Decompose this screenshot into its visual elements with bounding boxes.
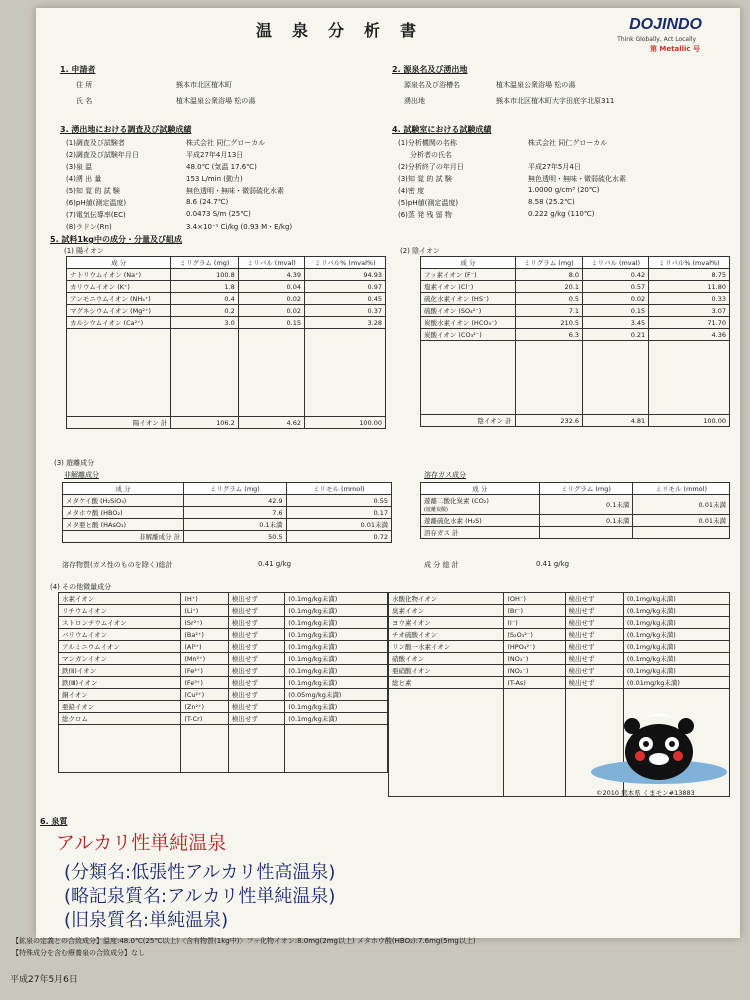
s3-value: 株式会社 同仁グローカル (186, 139, 266, 147)
gas-mg: 0.1未満 (539, 495, 633, 515)
anion-mval: 3.45 (583, 317, 649, 329)
cation-formula: (NH₄⁺) (129, 295, 151, 303)
trace-name: 亜硝酸イオン (389, 665, 504, 677)
table-row (59, 593, 388, 605)
trace-formula: (Li⁺) (181, 605, 229, 617)
undiss-total-mg: 50.5 (184, 531, 286, 543)
classification-name: (分類名:低張性アルカリ性高温泉) (64, 862, 336, 883)
anion-formula: (CO₃²⁻) (458, 331, 482, 339)
gas-name: 遊離二酸化炭素 (424, 497, 470, 505)
anion-formula: (HS⁻) (471, 295, 489, 303)
section-6-heading: 6. 泉質 (40, 817, 68, 826)
analysis-sheet (36, 8, 740, 938)
section-5-heading: 5. 試料1kg中の成分・分量及び組成 (50, 235, 183, 244)
trace-result: 検出せず (565, 629, 623, 641)
col-mval: ミリバル (mval) (583, 257, 649, 269)
cation-mg: 1.8 (171, 281, 238, 293)
trace-limit: (0.1mg/kg未満) (285, 617, 388, 629)
cation-pct: 94.93 (305, 269, 386, 281)
trace-result: 検出せず (565, 653, 623, 665)
s3-value: 8.6 (24.7℃) (186, 198, 229, 206)
undiss-total-row (63, 531, 392, 543)
trace-limit: (0.1mg/kg未満) (623, 653, 729, 665)
anion-mval: 0.57 (583, 281, 649, 293)
trace-name: 銅イオン (59, 689, 181, 701)
trace-result: 検出せず (228, 713, 284, 725)
col-mg: ミリグラム (mg) (171, 257, 238, 269)
cation-mg: 0.4 (171, 293, 238, 305)
table-row (63, 519, 392, 531)
anion-pct: 0.33 (649, 293, 730, 305)
trace-name: リン酸一水素イオン (389, 641, 504, 653)
trace-name: ヨウ素イオン (389, 617, 504, 629)
table-row (67, 317, 386, 329)
table-row (67, 305, 386, 317)
table-row (389, 641, 730, 653)
table-row (67, 293, 386, 305)
cation-mg: 3.0 (171, 317, 238, 329)
source-name-value: 植木温泉公衆浴場 松の湯 (496, 81, 576, 89)
trace-limit: (0.1mg/kg未満) (285, 713, 388, 725)
trace-formula: (OH⁻) (504, 593, 565, 605)
trace-result: 検出せず (228, 593, 284, 605)
table-row (421, 317, 730, 329)
section-4-heading: 4. 試験室における試験成績 (392, 125, 492, 134)
s3-key: (4)湧 出 量 (66, 175, 102, 183)
table-row (59, 605, 388, 617)
cation-name: ナトリウムイオン (70, 271, 122, 279)
anion-mval: 0.21 (583, 329, 649, 341)
table-row (63, 507, 392, 519)
gas-label: 溶存ガス成分 (424, 471, 466, 479)
trace-name: 鉄(Ⅱ)イオン (59, 665, 181, 677)
spring-quality: アルカリ性単純温泉 (56, 832, 227, 854)
anion-name: 炭酸水素イオン (424, 319, 470, 327)
col-component: 成 分 (67, 257, 171, 269)
table-row (421, 495, 730, 515)
cation-pct: 0.97 (305, 281, 386, 293)
s3-key: (8)ラドン(Rn) (66, 223, 112, 231)
table-row (67, 281, 386, 293)
s4-key: (2)分析終了の年月日 (398, 163, 464, 171)
dissolved-total-value: 0.41 g/kg (258, 560, 292, 568)
s3-value: 平成27年4月13日 (186, 151, 244, 159)
trace-result: 検出せず (228, 701, 284, 713)
undiss-name: メタ亜ヒ酸 (66, 521, 99, 529)
anion-mg: 210.5 (515, 317, 582, 329)
table-row (389, 593, 730, 605)
cation-mg: 0.2 (171, 305, 238, 317)
cation-pct: 0.45 (305, 293, 386, 305)
table-row (389, 653, 730, 665)
table-row (421, 269, 730, 281)
gas-mmol: 0.01未満 (633, 515, 730, 527)
trace-formula: (Mn²⁺) (181, 653, 229, 665)
gas-table (420, 482, 730, 539)
trace-result: 検出せず (565, 593, 623, 605)
trace-limit: (0.01mg/kg未満) (623, 677, 729, 689)
s4-key: (5)pH値(測定温度) (398, 199, 459, 207)
trace-name: 総ヒ素 (389, 677, 504, 689)
cations-total-mval: 4.62 (238, 417, 304, 429)
trace-result: 検出せず (228, 617, 284, 629)
cations-total-pct: 100.00 (305, 417, 386, 429)
col-mmol: ミリモル (mmol) (286, 483, 391, 495)
trace-limit: (0.1mg/kg未満) (623, 617, 729, 629)
trace-limit: (0.1mg/kg未満) (285, 605, 388, 617)
s4-value: 株式会社 同仁グローカル (528, 139, 608, 147)
footnote-special: 【特殊成分を含む療養泉の合致成分】なし (12, 949, 145, 957)
undiss-name: メタケイ酸 (66, 497, 99, 505)
anion-mval: 0.15 (583, 305, 649, 317)
s4-value: 平成27年5月4日 (528, 163, 581, 171)
trace-result: 検出せず (228, 677, 284, 689)
anions-total-pct: 100.00 (649, 415, 730, 427)
s3-value: 48.0℃ (気温 17.6℃) (186, 163, 257, 171)
trace-result: 検出せず (228, 665, 284, 677)
table-row (59, 713, 388, 725)
table-row (421, 305, 730, 317)
page-title: 温泉分析書 (256, 21, 437, 40)
table-row (421, 515, 730, 527)
anion-formula: (F⁻) (464, 271, 477, 279)
cation-name: カルシウムイオン (70, 319, 122, 327)
s3-key: (7)電気伝導率(EC) (66, 211, 126, 219)
anion-mg: 6.3 (515, 329, 582, 341)
s3-key: (2)調査及び試験年月日 (66, 151, 139, 159)
cation-formula: (K⁺) (117, 283, 130, 291)
trace-name: 硝酸イオン (389, 653, 504, 665)
col-mval-pct: ミリバル% (mval%) (649, 257, 730, 269)
col-mval: ミリバル (mval) (238, 257, 304, 269)
table-row (59, 617, 388, 629)
anion-pct: 71.70 (649, 317, 730, 329)
undiss-formula: (H₂SiO₃) (100, 497, 127, 505)
grand-total-value: 0.41 g/kg (536, 560, 570, 568)
col-component: 成 分 (63, 483, 184, 495)
s3-value: 無色透明・無味・微弱硫化水素 (186, 187, 284, 195)
anion-name: 塩素イオン (424, 283, 457, 291)
trace-limit: (0.1mg/kg未満) (285, 701, 388, 713)
anions-total-mg: 232.6 (515, 415, 582, 427)
trace-formula: (Sr²⁺) (181, 617, 229, 629)
undissociated-table (62, 482, 392, 543)
applicant-name-label: 氏 名 (76, 97, 93, 105)
cation-mg: 100.8 (171, 269, 238, 281)
gas-name: 遊離硫化水素 (424, 517, 463, 525)
s4-value: 0.222 g/kg (110℃) (528, 210, 595, 218)
trace-name: 水素イオン (59, 593, 181, 605)
anion-pct: 8.75 (649, 269, 730, 281)
abbreviated-name: (略記泉質名:アルカリ性単純温泉) (64, 886, 336, 907)
trace-table-left (58, 592, 388, 773)
table-row (59, 641, 388, 653)
trace-limit: (0.1mg/kg未満) (623, 629, 729, 641)
trace-name: 水酸化物イオン (389, 593, 504, 605)
trace-formula: (S₂O₃²⁻) (504, 629, 565, 641)
trace-formula: (HPO₄²⁻) (504, 641, 565, 653)
table-row (389, 617, 730, 629)
table-row (59, 653, 388, 665)
table-row (389, 665, 730, 677)
undissociated-label: 非解離成分 (64, 471, 99, 479)
table-row (389, 629, 730, 641)
col-component: 成 分 (421, 257, 516, 269)
footnote-definition: 【鉱泉の定義との合致成分】温度:48.0℃(25℃以上)〈含有物質(1kg中)〉フッ化物イオン:8.0mg(2mg以上) メタホウ酸(HBO₂):7.6mg(5mg以上) (12, 937, 476, 945)
anion-mg: 8.0 (515, 269, 582, 281)
col-mmol: ミリモル (mmol) (633, 483, 730, 495)
anions-label: (2) 陰イオン (400, 247, 440, 255)
source-location-label: 湧出地 (404, 97, 425, 105)
trace-name: バリウムイオン (59, 629, 181, 641)
trace-name: 臭素イオン (389, 605, 504, 617)
cations-total-label: 陽イオン 計 (67, 417, 171, 429)
s4-value: 無色透明・無味・微弱硫化水素 (528, 175, 626, 183)
trace-name: 鉄(Ⅲ)イオン (59, 677, 181, 689)
cations-total-row (67, 417, 386, 429)
table-row (59, 689, 388, 701)
col-mg: ミリグラム (mg) (515, 257, 582, 269)
anion-name: 硫化水素イオン (424, 295, 470, 303)
trace-limit: (0.1mg/kg未満) (285, 593, 388, 605)
trace-limit: (0.1mg/kg未満) (285, 641, 388, 653)
s3-key: (5)知 覚 的 試 験 (66, 187, 120, 195)
trace-formula: (NO₃⁻) (504, 653, 565, 665)
issue-date: 平成27年5月6日 (10, 975, 78, 985)
anion-mg: 0.5 (515, 293, 582, 305)
undiss-mmol: 0.17 (286, 507, 391, 519)
anion-mg: 7.1 (515, 305, 582, 317)
anions-total-label: 陰イオン 計 (421, 415, 516, 427)
table-row (59, 629, 388, 641)
gas-formula: (H₂S) (465, 517, 482, 525)
s3-value: 153 L/min (動力) (186, 175, 243, 183)
source-name-label: 源泉名及び浴槽名 (404, 81, 460, 89)
cation-mval: 0.02 (238, 293, 304, 305)
table-row (63, 495, 392, 507)
trace-formula: (T-As) (504, 677, 565, 689)
trace-limit: (0.1mg/kg未満) (285, 629, 388, 641)
gas-formula: (CO₂) (471, 497, 489, 505)
trace-result: 検出せず (228, 629, 284, 641)
section-3-heading: 3. 湧出地における調査及び試験成績 (60, 125, 192, 134)
cation-pct: 0.37 (305, 305, 386, 317)
applicant-name-value: 植木温泉公衆浴場 松の湯 (176, 97, 256, 105)
undiss-name: メタホウ酸 (66, 509, 99, 517)
trace-formula: (I⁻) (504, 617, 565, 629)
anions-table (420, 256, 730, 427)
anion-formula: (Cl⁻) (458, 283, 474, 291)
trace-result: 検出せず (228, 641, 284, 653)
s4-key: (4)密 度 (398, 187, 425, 195)
cation-name: マグネシウムイオン (70, 307, 129, 315)
trace-formula: (Fe²⁺) (181, 665, 229, 677)
table-row (67, 269, 386, 281)
trace-result: 検出せず (565, 677, 623, 689)
cation-formula: (Na⁺) (123, 271, 142, 279)
anion-name: 炭酸イオン (424, 331, 457, 339)
gas-mmol: 0.01未満 (633, 495, 730, 515)
table-row (421, 329, 730, 341)
table-row (421, 281, 730, 293)
trace-formula: (Br⁻) (504, 605, 565, 617)
trace-name: チオ硫酸イオン (389, 629, 504, 641)
gas-mg: 0.1未満 (539, 515, 633, 527)
anion-formula: (HCO₃⁻) (471, 319, 498, 327)
trace-formula: (Ba²⁺) (181, 629, 229, 641)
section-1-heading: 1. 申請者 (60, 65, 96, 74)
trace-result: 検出せず (228, 689, 284, 701)
cations-label: (1) 陽イオン (64, 247, 104, 255)
source-location-value: 熊本市北区植木町大字田底字北原311 (496, 97, 615, 105)
trace-result: 検出せず (565, 665, 623, 677)
undiss-mmol: 0.55 (286, 495, 391, 507)
copyright: ©2010 熊本県 くまモン#13883 (596, 789, 695, 797)
trace-formula: (Zn²⁺) (181, 701, 229, 713)
kumamon-mascot (584, 704, 734, 784)
trace-result: 検出せず (565, 641, 623, 653)
gas-note: (遊離炭酸) (424, 507, 448, 513)
cation-formula: (Ca²⁺) (123, 319, 144, 327)
table-row (389, 677, 730, 689)
anion-name: 硫酸イオン (424, 307, 457, 315)
trace-limit: (0.1mg/kg未満) (285, 665, 388, 677)
anions-total-row (421, 415, 730, 427)
cation-mval: 0.04 (238, 281, 304, 293)
gas-total-row (421, 527, 730, 539)
s3-value: 3.4×10⁻¹ Ci/kg (0.93 M・E/kg) (186, 223, 293, 231)
undiss-mg: 7.6 (184, 507, 286, 519)
applicant-address-value: 熊本市北区植木町 (176, 81, 232, 89)
trace-limit: (0.1mg/kg未満) (623, 641, 729, 653)
logo-badge: 第 Metallic 号 (649, 45, 700, 53)
trace-formula: (NO₂⁻) (504, 665, 565, 677)
trace-formula: (Fe³⁺) (181, 677, 229, 689)
cation-mval: 0.02 (238, 305, 304, 317)
trace-result: 検出せず (228, 653, 284, 665)
free-components-label: (3) 遊離成分 (54, 459, 95, 467)
trace-name: ストロンチウムイオン (59, 617, 181, 629)
col-component: 成 分 (421, 483, 540, 495)
trace-limit: (0.1mg/kg未満) (285, 653, 388, 665)
s4-key: 分析者の氏名 (410, 151, 452, 159)
s3-value: 0.0473 S/m (25℃) (186, 210, 251, 218)
undiss-total-label: 非解離成分 計 (63, 531, 184, 543)
trace-label: (4) その他微量成分 (50, 583, 112, 591)
trace-limit: (0.1mg/kg未満) (285, 677, 388, 689)
trace-formula: (T-Cr) (181, 713, 229, 725)
s3-key: (3)泉 温 (66, 163, 93, 171)
undiss-total-mmol: 0.72 (286, 531, 391, 543)
gas-total-label: 溶存ガス 計 (421, 527, 540, 539)
undiss-mg: 42.9 (184, 495, 286, 507)
trace-result: 検出せず (565, 605, 623, 617)
trace-formula: (Al³⁺) (181, 641, 229, 653)
cation-name: アンモニウムイオン (70, 295, 128, 303)
anion-name: フッ素イオン (424, 271, 463, 279)
section-2-heading: 2. 源泉名及び湧出地 (392, 65, 468, 74)
applicant-address-label: 住 所 (76, 81, 93, 89)
trace-name: 亜鉛イオン (59, 701, 181, 713)
col-mg: ミリグラム (mg) (184, 483, 286, 495)
cations-table (66, 256, 386, 429)
s4-value: 1.0000 g/cm³ (20℃) (528, 186, 600, 194)
cation-mval: 0.15 (238, 317, 304, 329)
undiss-mg: 0.1未満 (184, 519, 286, 531)
anion-mg: 20.1 (515, 281, 582, 293)
s3-key: (6)pH値(測定温度) (66, 199, 127, 207)
trace-formula: (Cu²⁺) (181, 689, 229, 701)
s4-key: (6)蒸 発 残 留 物 (398, 211, 452, 219)
trace-name: 総クロム (59, 713, 181, 725)
s4-key: (3)知 覚 的 試 験 (398, 175, 452, 183)
anion-mval: 0.42 (583, 269, 649, 281)
table-row (421, 293, 730, 305)
trace-name: マンガンイオン (59, 653, 181, 665)
trace-result: 検出せず (565, 617, 623, 629)
old-name: (旧泉質名:単純温泉) (64, 910, 229, 931)
undiss-mmol: 0.01未満 (286, 519, 391, 531)
s4-key: (1)分析機関の名称 (398, 139, 457, 147)
trace-limit: (0.1mg/kg未満) (623, 605, 729, 617)
anion-mval: 0.02 (583, 293, 649, 305)
table-row (389, 605, 730, 617)
logo-tagline: Think Globally, Act Locally (617, 36, 696, 43)
grand-total-label: 成 分 総 計 (424, 561, 459, 569)
s4-value: 8.58 (25.2℃) (528, 198, 575, 206)
trace-formula: (H⁺) (181, 593, 229, 605)
cation-mval: 4.39 (238, 269, 304, 281)
anions-total-mval: 4.81 (583, 415, 649, 427)
cations-total-mg: 106.2 (171, 417, 238, 429)
table-row (59, 665, 388, 677)
trace-limit: (0.1mg/kg未満) (623, 593, 729, 605)
cation-formula: (Mg²⁺) (130, 307, 151, 315)
dissolved-total-label: 溶存物質(ガス性のものを除く)総計 (62, 561, 173, 569)
cation-name: カリウムイオン (70, 283, 116, 291)
trace-result: 検出せず (228, 605, 284, 617)
table-row (59, 677, 388, 689)
undiss-formula: (HBO₂) (100, 509, 123, 517)
anion-pct: 11.80 (649, 281, 730, 293)
anion-pct: 4.36 (649, 329, 730, 341)
col-mg: ミリグラム (mg) (539, 483, 633, 495)
undiss-formula: (HAsO₂) (100, 521, 127, 529)
trace-limit: (0.1mg/kg未満) (623, 665, 729, 677)
col-mval-pct: ミリバル% (mval%) (305, 257, 386, 269)
trace-limit: (0.05mg/kg未満) (285, 689, 388, 701)
trace-name: リチウムイオン (59, 605, 181, 617)
trace-name: アルミニウムイオン (59, 641, 181, 653)
company-logo: DOJINDO (629, 16, 702, 33)
cation-pct: 3.28 (305, 317, 386, 329)
table-row (59, 701, 388, 713)
anion-formula: (SO₄²⁻) (458, 307, 482, 315)
s3-key: (1)調査及び試験者 (66, 139, 125, 147)
anion-pct: 3.07 (649, 305, 730, 317)
